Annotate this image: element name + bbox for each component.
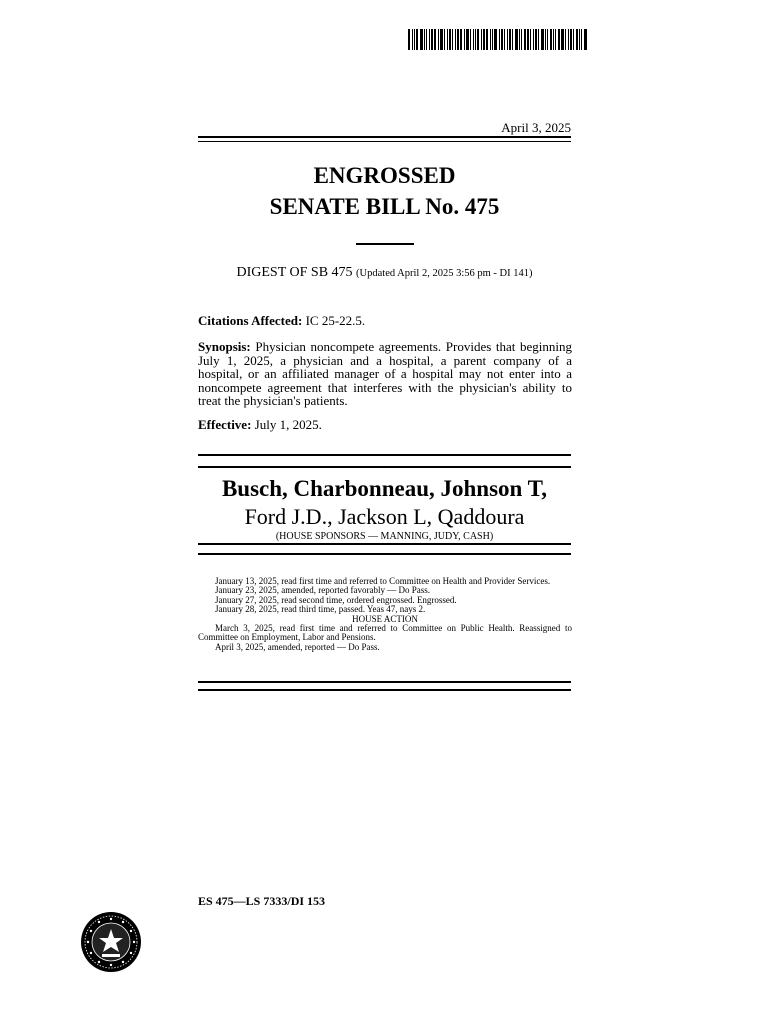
secondary-authors: Ford J.D., Jackson L, Qaddoura (244, 504, 525, 529)
authors-rule-top (198, 454, 571, 456)
synopsis-text: Physician noncompete agreements. Provides that beginning July 1, 2025, a physician and a hospital, a parent company of a hospital, or an affiliated manager of a hospital may not enter into a noncompete agreement that interferes with the physician's ability to treat the physician's patients. (198, 339, 573, 408)
history-rule-bottom-2 (198, 689, 571, 691)
legislative-history (198, 577, 572, 652)
authors-rule-bottom (198, 543, 571, 545)
history-item: March 3, 2025, read first time and referred to Committee on Public Health. Reassigned to Committee on Employment, Labor and Pensions. (198, 623, 572, 643)
bill-title-line2: SENATE BILL No. 475 (269, 194, 500, 219)
state-seal-icon (80, 911, 142, 973)
digest-line (198, 265, 571, 281)
history-rule-bottom (198, 681, 571, 683)
bill-code: ES 475—LS 7333/DI 153 (198, 894, 326, 908)
history-item: January 28, 2025, read third time, passed. Yeas 47, nays 2. (215, 604, 426, 615)
digest-updated: (Updated April 2, 2025 3:56 pm - DI 141) (356, 268, 533, 279)
citations-value: IC 25-22.5. (305, 313, 366, 328)
house-action-heading: HOUSE ACTION (352, 613, 418, 624)
primary-authors: Busch, Charbonneau, Johnson T, (221, 476, 548, 501)
document-date: April 3, 2025 (501, 120, 571, 135)
bill-title-line1: ENGROSSED (313, 163, 456, 188)
digest-title: DIGEST OF SB 475 (236, 265, 353, 280)
citations-label: Citations Affected: (198, 313, 303, 328)
history-item: January 23, 2025, amended, reported favorably — Do Pass. (215, 585, 430, 596)
history-item: April 3, 2025, amended, reported — Do Pass. (215, 641, 380, 652)
history-item: January 13, 2025, read first time and referred to Committee on Health and Provider Services. (215, 576, 551, 586)
synopsis-section (198, 340, 572, 408)
effective-section (198, 418, 572, 432)
title-divider (356, 243, 414, 245)
top-rule (198, 136, 571, 138)
top-rule-thin (198, 141, 571, 142)
barcode-icon (408, 29, 588, 50)
bill-title (198, 160, 571, 222)
history-item: January 27, 2025, read second time, ordered engrossed. Engrossed. (215, 594, 457, 605)
effective-value: July 1, 2025. (254, 417, 322, 432)
authors-rule-bottom-2 (198, 553, 571, 555)
authors-block (198, 475, 571, 544)
synopsis-label: Synopsis: (198, 339, 251, 354)
citations-section (198, 314, 572, 328)
house-sponsors: (HOUSE SPONSORS — MANNING, JUDY, CASH) (275, 531, 494, 542)
authors-rule-top-2 (198, 466, 571, 468)
effective-label: Effective: (198, 417, 252, 432)
